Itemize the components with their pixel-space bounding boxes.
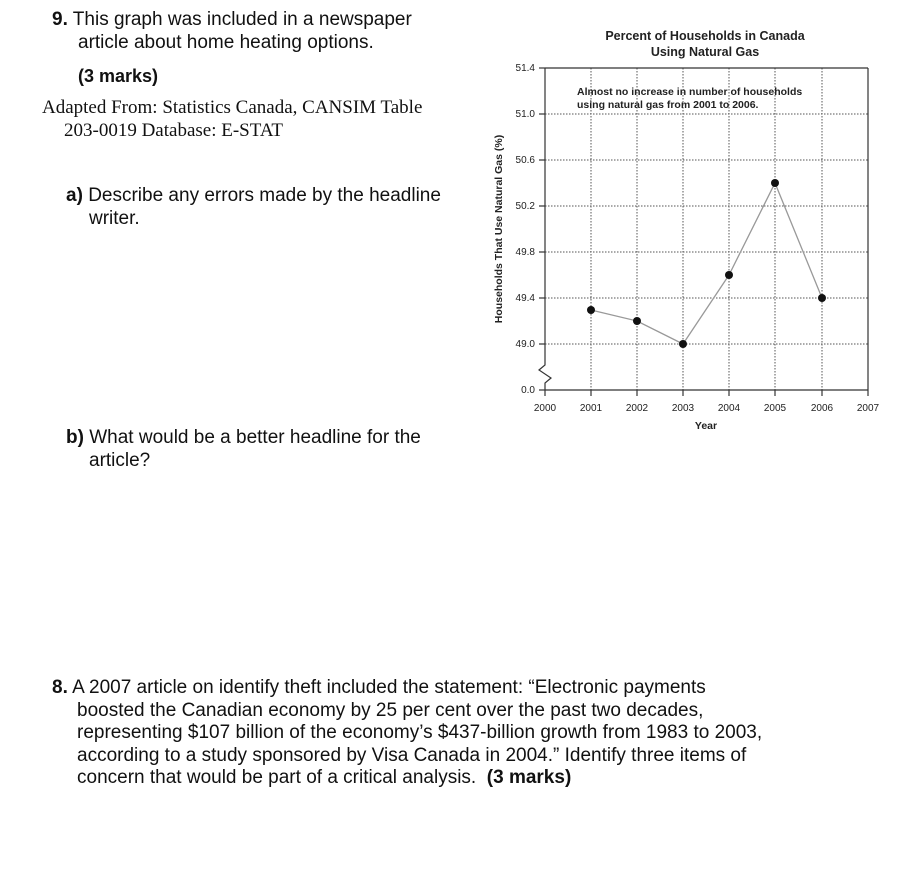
- x-tick-labels: [534, 403, 880, 414]
- question-8-line4: according to a study sponsored by Visa Canada in 2004.” Identify three items of: [77, 744, 747, 766]
- question-8-line1: A 2007 article on identify theft included the statement: “Electronic payments: [72, 677, 706, 698]
- y-tick: 49.4: [515, 293, 535, 304]
- y-tick: 50.2: [515, 201, 535, 212]
- x-tick: 2004: [717, 403, 741, 414]
- data-point-2006: [818, 294, 826, 302]
- part-a-line1: Describe any errors made by the headline: [88, 185, 441, 206]
- part-b-label: b): [66, 427, 84, 448]
- part-b-line2: article?: [89, 450, 151, 471]
- source-line2: 203-0019 Database: E-STAT: [64, 120, 284, 141]
- question-8-line5-text: concern that would be part of a critical analysis.: [77, 767, 477, 788]
- question-text-line1: This graph was included in a newspaper: [72, 9, 412, 30]
- part-b-prompt: [66, 426, 486, 472]
- data-point-2002: [633, 317, 641, 325]
- y-tick: 49.0: [515, 339, 535, 350]
- question-text-line2: article about home heating options.: [78, 32, 374, 53]
- y-tick: 51.0: [515, 109, 535, 120]
- x-tick: 2003: [671, 403, 695, 414]
- y-tick-labels: [516, 63, 536, 396]
- y-axis-label: Households That Use Natural Gas (%): [493, 134, 505, 324]
- question-8-line5: [52, 767, 852, 790]
- source-citation: [42, 96, 472, 142]
- data-point-2005: [771, 179, 779, 187]
- data-point-2003: [679, 340, 687, 348]
- chart-title-line2: Using Natural Gas: [650, 45, 760, 59]
- chart-title-line1: Percent of Households in Canada: [605, 29, 805, 43]
- chart-annotation-line2: using natural gas from 2001 to 2006.: [577, 99, 759, 111]
- y-tick: 0.0: [521, 385, 535, 396]
- x-tick: 2001: [579, 403, 603, 414]
- marks-label: (3 marks): [78, 66, 159, 86]
- gridlines: [545, 68, 868, 390]
- data-markers: [587, 179, 826, 348]
- axes: [539, 68, 868, 396]
- part-a-prompt: [66, 184, 486, 230]
- question-9-prompt: [52, 8, 482, 54]
- x-tick: 2000: [533, 403, 557, 414]
- source-line1: Adapted From: Statistics Canada, CANSIM Table: [42, 97, 423, 118]
- x-axis-label: Year: [694, 420, 718, 432]
- x-tick: 2005: [763, 403, 787, 414]
- x-tick: 2007: [856, 403, 880, 414]
- line-chart: [470, 20, 900, 440]
- y-tick: 49.8: [515, 247, 535, 258]
- y-tick: 51.4: [515, 63, 535, 74]
- question-8-line3: representing $107 billion of the economy’s $437-billion growth from 1983 to 2003,: [77, 722, 763, 743]
- chart-annotation-line1: Almost no increase in number of households: [577, 86, 803, 98]
- x-tick: 2002: [625, 403, 649, 414]
- y-tick: 50.6: [515, 155, 535, 166]
- question-8-prompt: [52, 677, 852, 790]
- question-number: 9.: [52, 9, 68, 30]
- part-b-line1: What would be a better headline for the: [89, 427, 421, 448]
- question-8-line2: boosted the Canadian economy by 25 per cent over the past two decades,: [77, 699, 704, 721]
- x-tick: 2006: [810, 403, 834, 414]
- data-point-2001: [587, 306, 595, 314]
- marks-label: (3 marks): [486, 767, 572, 788]
- data-series-line: [591, 183, 822, 344]
- data-point-2004: [725, 271, 733, 279]
- part-a-line2: writer.: [89, 208, 140, 229]
- question-number: 8.: [52, 677, 68, 698]
- part-a-label: a): [66, 185, 83, 206]
